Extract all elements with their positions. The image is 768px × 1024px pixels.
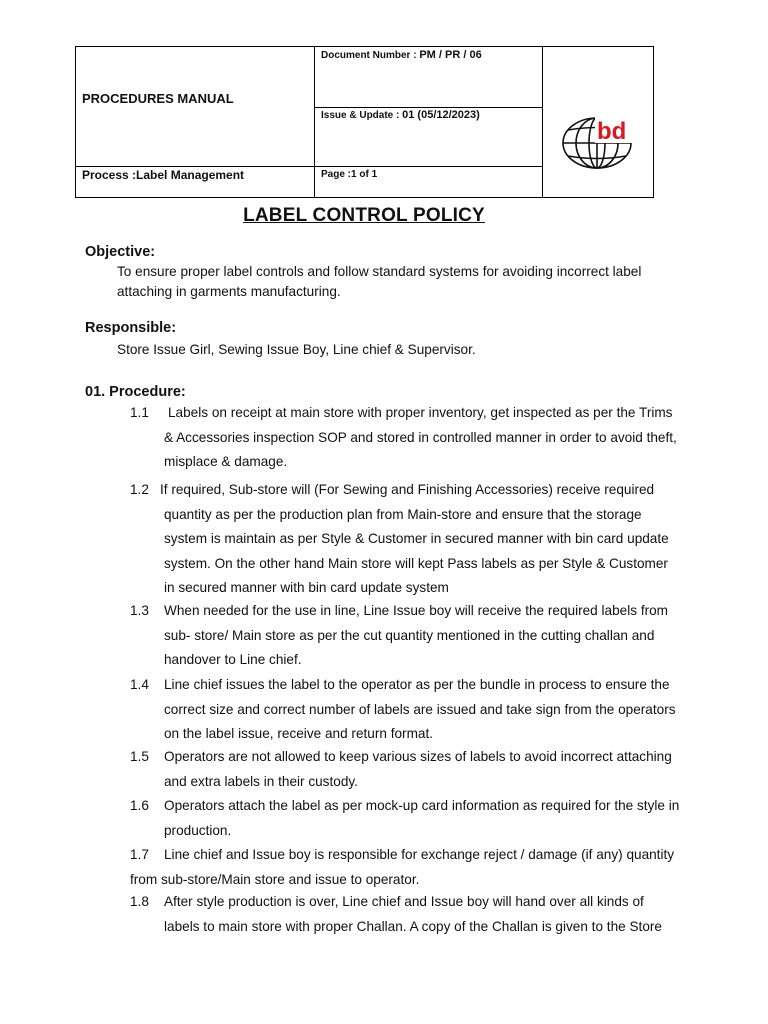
responsible-text: Store Issue Girl, Sewing Issue Boy, Line chief & Supervisor. bbox=[117, 342, 476, 357]
page-title: LABEL CONTROL POLICY bbox=[243, 205, 485, 226]
responsible-heading: Responsible: bbox=[85, 320, 177, 336]
objective-text: To ensure proper label controls and follow standard systems for avoiding incorrect label attaching in garments manufacturing. bbox=[117, 264, 642, 299]
process-label: Process :Label Management bbox=[82, 168, 245, 182]
company-logo-icon bbox=[561, 112, 635, 170]
document-header bbox=[75, 46, 654, 198]
logo-text: bd bbox=[597, 118, 627, 145]
procedure-heading: 01. Procedure: bbox=[85, 384, 186, 400]
manual-title: PROCEDURES MANUAL bbox=[82, 91, 234, 106]
issue-update: Issue & Update : 01 (05/12/2023) bbox=[321, 109, 480, 121]
document-number: Document Number : PM / PR / 06 bbox=[321, 49, 482, 61]
objective-heading: Objective: bbox=[85, 244, 156, 260]
page-number: Page :1 of 1 bbox=[321, 169, 378, 180]
